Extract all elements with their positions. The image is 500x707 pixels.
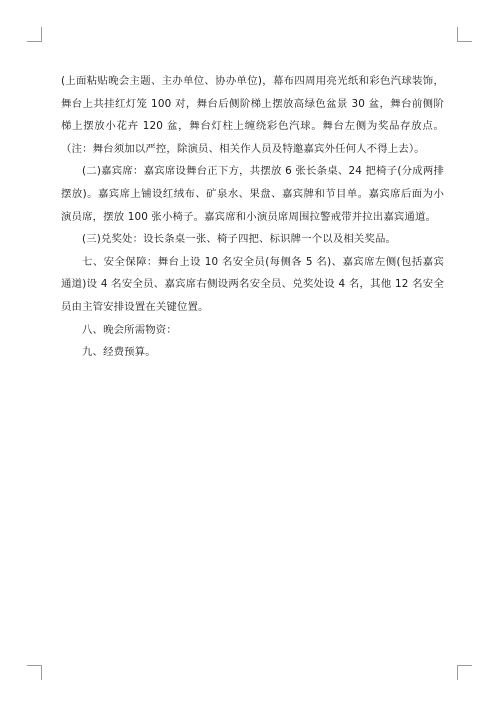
crop-mark-bottom-left [27,665,42,680]
crop-mark-top-right [457,27,472,42]
crop-mark-bottom-right [457,665,472,680]
document-body [61,70,444,364]
paragraph-security: 七、安全保障：舞台上设 10 名安全员(每侧各 5 名)、嘉宾席左侧(包括嘉宾通道)设 4 名安全员、嘉宾席右侧设两名安全员、兑奖处设 4 名，其他 12 名安全员由主管安排设置在关键位置。 [61,255,444,313]
paragraph-prize-desk: (三)兑奖处：设长条桌一张、椅子四把、标识牌一个以及相关奖品。 [82,233,397,246]
paragraph-budget: 九、经费预算。 [82,346,156,359]
paragraph-materials: 八、晚会所需物资： [82,323,177,336]
paragraph-guest-seating: (二)嘉宾席：嘉宾席设舞台正下方，共摆放 6 张长条桌、24 把椅子(分成两排摆放)。嘉宾席上铺设红绒布、矿泉水、果盘、嘉宾牌和节目单。嘉宾席后面为小演员席，摆放 100 张小椅子。嘉宾席和小演员席周围拉警戒带并拉出嘉宾通道。 [61,165,444,223]
crop-mark-top-left [27,27,42,42]
paragraph-stage-decoration: (上面粘贴晚会主题、主办单位、协办单位)，幕布四周用亮光纸和彩色汽球装饰，舞台上共挂红灯笼 100 对，舞台后侧阶梯上摆放高绿色盆景 30 盆，舞台前侧阶梯上摆放小花卉 120 盆，舞台灯柱上缠绕彩色汽球。舞台左侧为奖品存放点。（注：舞台须加以严控，除演员、相关作人员及特邀嘉宾外任何人不得上去）。 [61,75,444,155]
